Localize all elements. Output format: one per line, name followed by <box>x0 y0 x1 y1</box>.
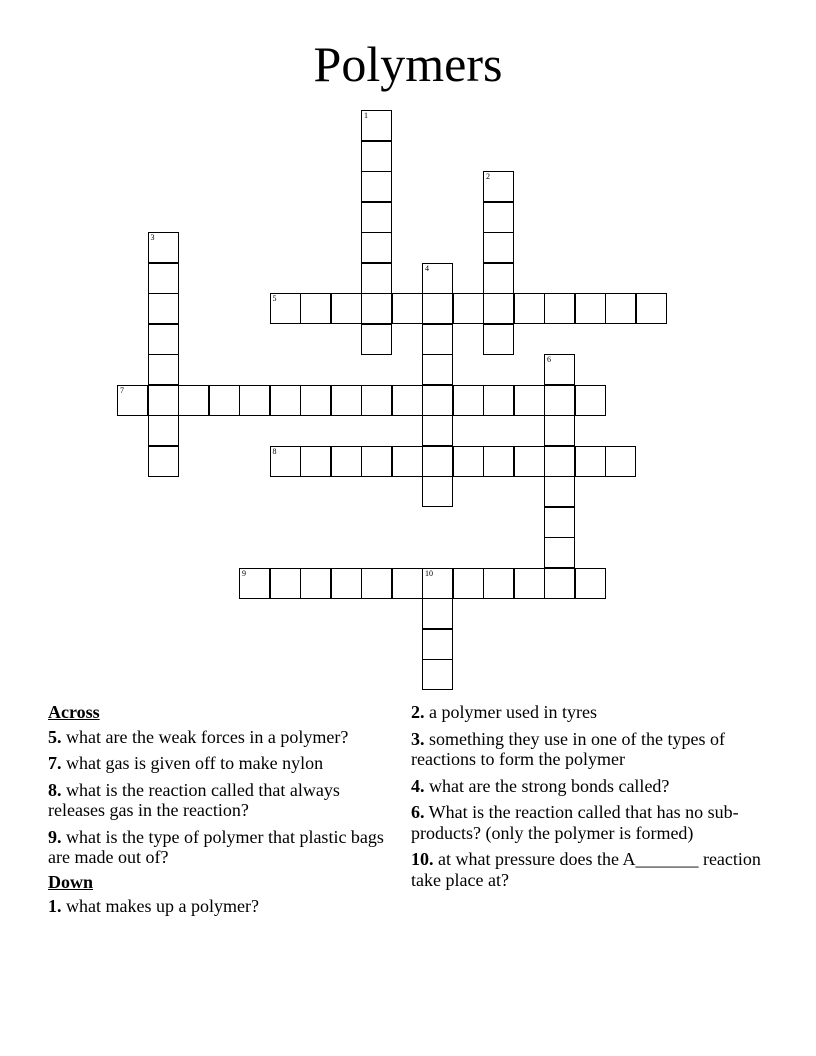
grid-cell[interactable] <box>453 568 484 599</box>
grid-cell[interactable] <box>514 385 545 416</box>
grid-cell[interactable] <box>483 385 514 416</box>
clue-number: 1 <box>364 111 368 120</box>
clue-item <box>411 776 776 797</box>
clue-number: 5 <box>272 294 277 303</box>
grid-cell[interactable] <box>300 446 331 477</box>
clue-number-label: 9. <box>48 826 62 847</box>
grid-cell[interactable] <box>422 598 453 629</box>
grid-cell[interactable] <box>483 324 514 355</box>
grid-cell[interactable] <box>422 415 453 446</box>
clue-number: 3 <box>150 233 155 242</box>
grid-cell[interactable] <box>422 568 453 599</box>
grid-cell[interactable] <box>514 568 545 599</box>
grid-cell[interactable] <box>422 629 453 660</box>
clue-number: 4 <box>425 263 429 273</box>
clue-number-label: 6. <box>411 802 425 822</box>
grid-cell[interactable] <box>544 415 575 446</box>
grid-cell[interactable] <box>636 293 667 324</box>
grid-cell[interactable] <box>483 446 514 477</box>
grid-cell[interactable] <box>361 263 392 294</box>
grid-cell[interactable] <box>300 293 331 324</box>
grid-cell[interactable] <box>605 293 636 324</box>
clue-text: at what pressure does the A_______ reaction take place at? <box>411 849 761 890</box>
clue-number-label: 10. <box>411 849 434 869</box>
grid-cell[interactable] <box>239 568 270 599</box>
clue-number: 6 <box>547 355 551 364</box>
grid-cell[interactable] <box>209 385 240 416</box>
clue-number-label: 7. <box>48 753 62 773</box>
grid-cell[interactable] <box>148 232 179 263</box>
grid-cell[interactable] <box>422 385 453 416</box>
grid-cell[interactable] <box>361 446 392 477</box>
clue-text: What is the reaction called that has no sub-products? (only the polymer is formed) <box>411 802 739 843</box>
clue-text: what are the strong bonds called? <box>424 775 670 796</box>
grid-cell[interactable] <box>270 293 301 324</box>
grid-cell[interactable] <box>605 446 636 477</box>
clue-item <box>411 849 776 890</box>
down-clue-list-continued <box>411 702 776 890</box>
page-title: Polymers <box>313 36 503 92</box>
down-heading: Down <box>48 871 94 892</box>
grid-cell[interactable] <box>148 263 179 294</box>
clue-number: 7 <box>120 385 124 395</box>
grid-cell[interactable] <box>483 293 514 324</box>
grid-cell[interactable] <box>148 324 179 355</box>
grid-cell[interactable] <box>422 293 453 324</box>
grid-cell[interactable] <box>178 385 209 416</box>
clue-number: 10 <box>425 568 433 578</box>
grid-cell[interactable] <box>544 476 575 507</box>
grid-cell[interactable] <box>361 568 392 599</box>
clue-number-label: 8. <box>48 779 62 800</box>
grid-cell[interactable] <box>392 293 423 324</box>
grid-cell[interactable] <box>331 446 362 477</box>
clue-number-label: 1. <box>48 896 62 916</box>
grid-cell[interactable] <box>117 385 148 416</box>
clue-number: 8 <box>272 446 277 456</box>
grid-cell[interactable] <box>300 568 331 599</box>
clue-text: what is the reaction called that always releases gas in the reaction? <box>48 779 340 820</box>
clue-number: 2 <box>486 172 490 181</box>
grid-cell[interactable] <box>361 110 392 141</box>
grid-cell[interactable] <box>422 476 453 507</box>
grid-cell[interactable] <box>575 568 606 599</box>
grid-cell[interactable] <box>148 415 179 446</box>
grid-cell[interactable] <box>575 293 606 324</box>
across-heading: Across <box>48 702 100 722</box>
grid-cell[interactable] <box>483 232 514 263</box>
clue-item <box>411 702 776 723</box>
grid-cell[interactable] <box>239 385 270 416</box>
grid-cell[interactable] <box>453 293 484 324</box>
clue-item <box>48 780 393 821</box>
grid-cell[interactable] <box>575 385 606 416</box>
clue-text: what is the type of polymer that plastic bags are made out of? <box>48 826 384 867</box>
down-clue-list <box>48 896 393 917</box>
grid-cell[interactable] <box>544 385 575 416</box>
grid-cell[interactable] <box>270 446 301 477</box>
grid-cell[interactable] <box>361 202 392 233</box>
grid-cell[interactable] <box>422 446 453 477</box>
grid-cell[interactable] <box>575 446 606 477</box>
clue-number-label: 3. <box>411 728 425 749</box>
grid-cell[interactable] <box>422 354 453 385</box>
grid-cell[interactable] <box>331 568 362 599</box>
clue-item <box>411 729 776 770</box>
grid-cell[interactable] <box>331 293 362 324</box>
grid-cell[interactable] <box>361 324 392 355</box>
clue-text: what makes up a polymer? <box>61 896 259 916</box>
grid-cell[interactable] <box>422 659 453 690</box>
clue-item <box>411 802 776 843</box>
grid-cell[interactable] <box>453 385 484 416</box>
clue-item <box>48 896 393 917</box>
clue-text: what gas is given off to make nylon <box>61 753 324 773</box>
grid-cell[interactable] <box>361 141 392 172</box>
grid-cell[interactable] <box>392 568 423 599</box>
grid-cell[interactable] <box>361 385 392 416</box>
grid-cell[interactable] <box>514 446 545 477</box>
grid-cell[interactable] <box>270 385 301 416</box>
clue-item <box>48 727 393 748</box>
clue-number: 9 <box>242 568 246 578</box>
grid-cell[interactable] <box>148 385 179 416</box>
clue-number-label: 4. <box>411 775 425 796</box>
clue-item <box>48 753 393 774</box>
grid-cell[interactable] <box>148 354 179 385</box>
grid-cell[interactable] <box>331 385 362 416</box>
clue-number-label: 5. <box>48 726 62 747</box>
clues-left-column <box>48 702 393 923</box>
grid-cell[interactable] <box>483 263 514 294</box>
grid-cell[interactable] <box>422 324 453 355</box>
clue-text: what are the weak forces in a polymer? <box>61 726 349 747</box>
grid-cell[interactable] <box>544 354 575 385</box>
clue-number-label: 2. <box>411 702 425 722</box>
grid-cell[interactable] <box>361 293 392 324</box>
grid-cell[interactable] <box>544 446 575 477</box>
grid-cell[interactable] <box>361 171 392 202</box>
grid-cell[interactable] <box>483 202 514 233</box>
across-clue-list <box>48 727 393 868</box>
grid-cell[interactable] <box>544 537 575 568</box>
clue-text: a polymer used in tyres <box>424 702 597 722</box>
grid-cell[interactable] <box>270 568 301 599</box>
grid-cell[interactable] <box>392 385 423 416</box>
grid-cell[interactable] <box>300 385 331 416</box>
clue-item <box>48 827 393 868</box>
grid-cell[interactable] <box>514 293 545 324</box>
grid-cell[interactable] <box>483 568 514 599</box>
clues-right-column <box>411 702 776 896</box>
grid-cell[interactable] <box>544 568 575 599</box>
clue-text: something they use in one of the types of reactions to form the polymer <box>411 728 725 769</box>
grid-cell[interactable] <box>483 171 514 202</box>
grid-cell[interactable] <box>361 232 392 263</box>
grid-cell[interactable] <box>422 263 453 294</box>
grid-cell[interactable] <box>453 446 484 477</box>
grid-cell[interactable] <box>544 507 575 538</box>
grid-cell[interactable] <box>148 293 179 324</box>
grid-cell[interactable] <box>544 293 575 324</box>
grid-cell[interactable] <box>392 446 423 477</box>
grid-cell[interactable] <box>148 446 179 477</box>
